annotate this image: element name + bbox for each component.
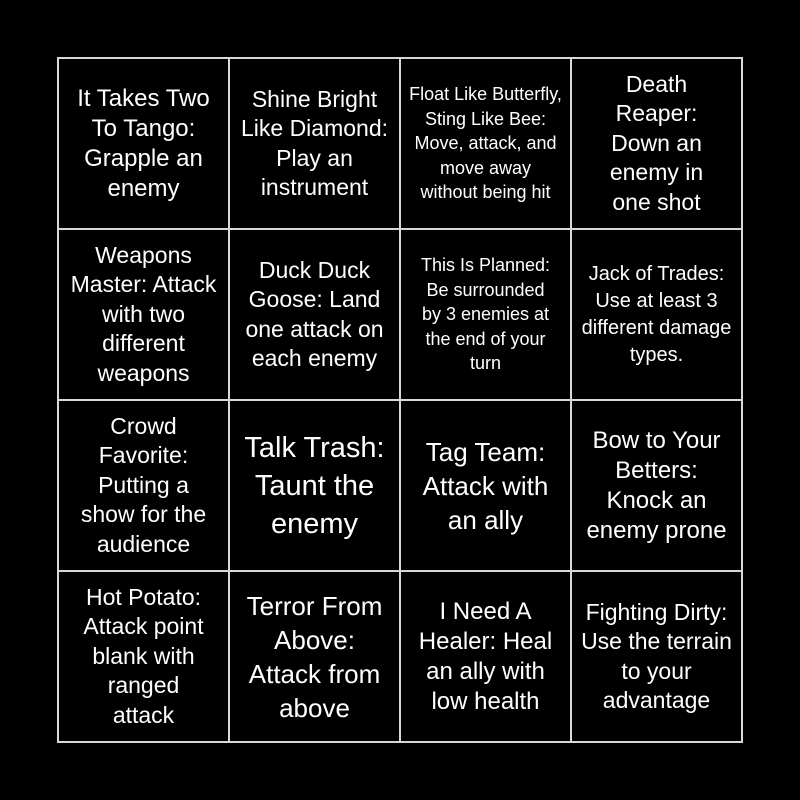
bingo-board — [57, 57, 743, 743]
bingo-cell-r2c3[interactable] — [401, 230, 572, 401]
bingo-cell-text: Hot Potato: Attack point blank with ranged attack — [83, 583, 204, 728]
bingo-cell-r1c1[interactable] — [59, 59, 230, 230]
bingo-cell-r1c2[interactable] — [230, 59, 401, 230]
bingo-cell-text: Talk Trash: Taunt the enemy — [244, 431, 385, 540]
bingo-cell-text: Weapons Master: Attack with two different weapons — [70, 241, 217, 386]
bingo-cell-text: Crowd Favorite: Putting a show for the audience — [80, 412, 207, 557]
bingo-cell-r1c4[interactable] — [572, 59, 743, 230]
bingo-cell-text: Bow to Your Betters: Knock an enemy prone — [586, 426, 727, 544]
bingo-cell-text: This Is Planned: Be surrounded by 3 enemies at the end of your turn — [420, 255, 551, 374]
bingo-cell-r1c3[interactable] — [401, 59, 572, 230]
bingo-cell-r3c2[interactable] — [230, 401, 401, 572]
bingo-cell-text: Shine Bright Like Diamond: Play an instrument — [240, 85, 389, 200]
bingo-cell-r2c1[interactable] — [59, 230, 230, 401]
bingo-cell-text: Death Reaper: Down an enemy in one shot — [609, 70, 704, 215]
bingo-cell-text: It Takes Two To Tango: Grapple an enemy — [77, 84, 210, 202]
bingo-cell-text: Tag Team: Attack with an ally — [422, 436, 549, 535]
bingo-cell-r3c3[interactable] — [401, 401, 572, 572]
bingo-cell-r2c2[interactable] — [230, 230, 401, 401]
bingo-cell-r4c2[interactable] — [230, 572, 401, 743]
bingo-cell-text: Terror From Above: Attack from above — [246, 590, 383, 723]
bingo-cell-r3c4[interactable] — [572, 401, 743, 572]
bingo-cell-text: Float Like Butterfly, Sting Like Bee: Move, attack, and move away without being hit — [409, 84, 562, 203]
bingo-cell-text: Duck Duck Goose: Land one attack on each enemy — [245, 256, 384, 371]
bingo-cell-text: Jack of Trades: Use at least 3 different damage types. — [581, 262, 732, 366]
bingo-cell-r2c4[interactable] — [572, 230, 743, 401]
bingo-cell-text: I Need A Healer: Heal an ally with low health — [418, 597, 553, 715]
bingo-cell-r4c4[interactable] — [572, 572, 743, 743]
bingo-cell-r3c1[interactable] — [59, 401, 230, 572]
bingo-cell-r4c1[interactable] — [59, 572, 230, 743]
bingo-cell-text: Fighting Dirty: Use the terrain to your advantage — [581, 598, 732, 713]
bingo-cell-r4c3[interactable] — [401, 572, 572, 743]
